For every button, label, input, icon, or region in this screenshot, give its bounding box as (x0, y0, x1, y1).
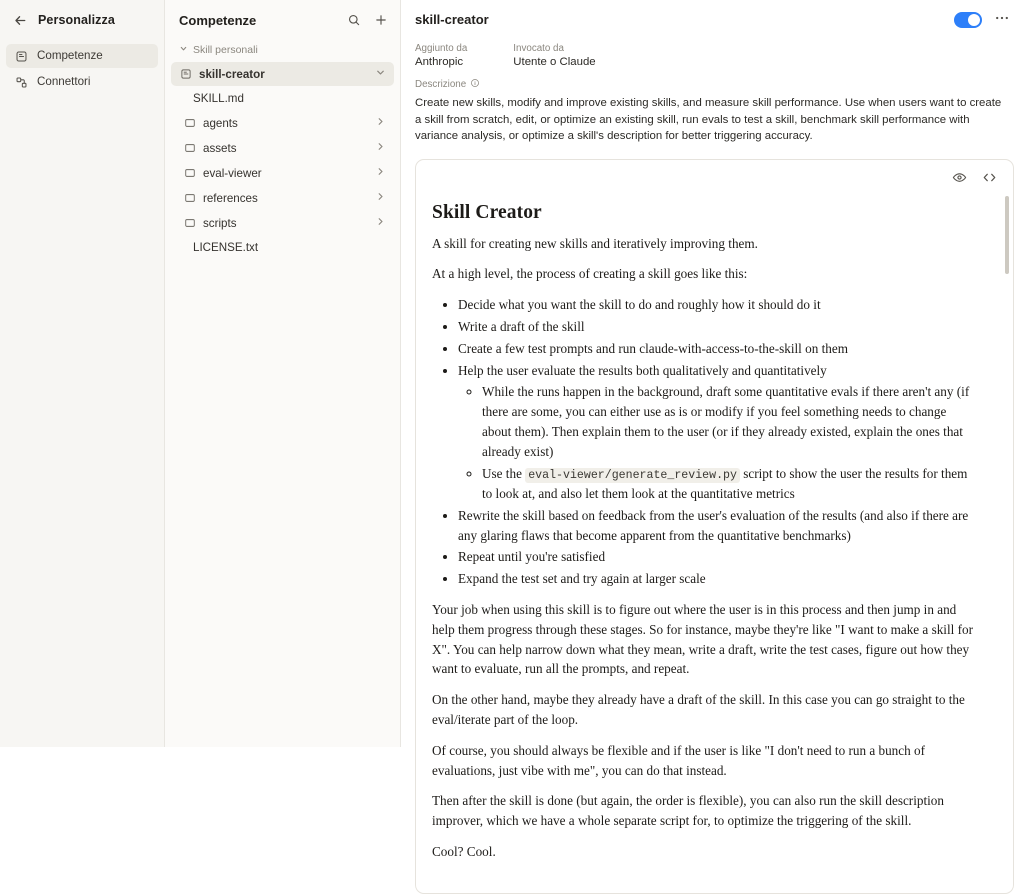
tree-item-label: LICENSE.txt (193, 241, 259, 254)
folder-icon (183, 217, 196, 230)
document-paragraph: On the other hand, maybe they already have a draft of the skill. In this case you can go straight to the eval/iterate part of the loop. (432, 692, 965, 727)
tree-item-references[interactable] (171, 186, 394, 210)
list-item (482, 464, 973, 504)
file-panel-header (165, 0, 400, 40)
arrow-left-icon[interactable] (12, 12, 28, 28)
document-paragraph: Of course, you should always be flexible and if the user is like "I don't need to run a bunch of evaluations, just vibe with me", you can do that instead. (432, 742, 926, 778)
document-toolbar (951, 170, 997, 186)
page-title: skill-creator (415, 12, 489, 27)
document-heading: Skill Creator (432, 201, 542, 223)
main-header (401, 0, 1024, 39)
tree-item-label: references (203, 191, 258, 205)
document-paragraph: Your job when using this skill is to figure out where the user is in this process and then jump in and help them progress through these stages. So for instance, maybe they're like "I want to make a skill for X". You can help narrow down what they mean, write a draft, write the test cases, figure out how they want to evaluate, run all the prompts, and repeat. (432, 601, 973, 677)
list-item: • Expand the test set and try again at larger scale (458, 569, 973, 589)
added-by-label: Aggiunto da (415, 43, 468, 54)
chevron-right-icon[interactable] (375, 141, 386, 155)
skills-icon (14, 49, 28, 63)
plus-icon[interactable] (373, 13, 388, 28)
added-by-block (415, 43, 467, 68)
chevron-right-icon[interactable] (375, 116, 386, 130)
info-icon[interactable] (470, 78, 480, 91)
description-text: Create new skills, modify and improve existing skills, and measure skill performance. Use when users want to create a skill from scratch, edit, or optimize an existing skill, run evals to test a skill, benchmark skill performance with variance analysis, or optimize a skill's description for better triggering accuracy. (415, 97, 1002, 143)
file-tree (165, 60, 400, 265)
list-item: • Write a draft of the skill (458, 317, 973, 337)
list-item-text-post: script to show the user the results for them to look at, and also let them look at the quantitative metrics (482, 465, 968, 501)
chevron-down-icon (179, 44, 188, 56)
invoked-by-label: Invocato da (513, 43, 564, 54)
toggle-knob (968, 14, 980, 26)
section-label-skill-personali[interactable] (165, 40, 400, 60)
tree-item-label: skill-creator (199, 67, 265, 81)
sidebar-item-label: Connettori (37, 75, 91, 89)
search-icon[interactable] (346, 13, 361, 28)
document-paragraph: A skill for creating new skills and iteratively improving them. (432, 235, 758, 251)
document-paragraph: Cool? Cool. (432, 843, 496, 859)
invoked-by-block (513, 43, 595, 68)
document-scrollbar[interactable] (1005, 196, 1009, 274)
list-item: ◦ While the runs happen in the background, draft some quantitative evals if there aren't any (if there are some, you can either use as is or modify if you feel something needs to change about them). Then explain them to the user (or if they already existed, explain the ones that already exist) (482, 382, 973, 461)
list-item-text: Help the user evaluate the results both qualitatively and quantitatively (458, 362, 827, 378)
chevron-right-icon[interactable] (375, 191, 386, 205)
document-paragraph: Then after the skill is done (but again, the order is flexible), you can also run the skill description improver, which we have a whole separate script for, to optimize the triggering of the skill. (432, 793, 944, 829)
list-item: • Create a few test prompts and run claude-with-access-to-the-skill on them (458, 339, 973, 359)
tree-item-skill-md[interactable] (171, 87, 394, 110)
invoked-by-value: Utente o Claude (513, 56, 596, 68)
left-navigation (0, 0, 165, 747)
left-nav-header (0, 0, 164, 40)
more-horizontal-icon[interactable] (994, 10, 1010, 29)
document-card (415, 159, 1014, 894)
tree-item-label: eval-viewer (203, 166, 262, 180)
sidebar-item-competenze[interactable] (6, 44, 158, 68)
description-label-row (415, 78, 1010, 91)
list-item (458, 361, 973, 504)
document-bullet-list (432, 295, 973, 589)
file-panel-actions (346, 13, 388, 28)
main-panel (401, 0, 1024, 859)
tree-item-label: scripts (203, 216, 237, 230)
skill-metadata (401, 39, 1024, 145)
folder-icon (183, 192, 196, 205)
tree-item-agents[interactable] (171, 111, 394, 135)
file-panel-title: Competenze (179, 12, 257, 28)
description-label: Descrizione (415, 79, 467, 90)
description-block (415, 78, 1010, 145)
added-by-value: Anthropic (415, 56, 464, 68)
section-label-text: Skill personali (193, 44, 258, 56)
left-nav-title: Personalizza (38, 13, 115, 27)
chevron-right-icon[interactable] (375, 216, 386, 230)
tree-item-label: assets (203, 141, 237, 155)
metadata-row (415, 43, 1010, 68)
chevron-right-icon[interactable] (375, 166, 386, 180)
left-nav-items (0, 40, 164, 98)
tree-item-scripts[interactable] (171, 211, 394, 235)
tree-item-assets[interactable] (171, 136, 394, 160)
skill-icon (179, 68, 192, 81)
tree-item-skill-creator[interactable] (171, 62, 394, 86)
folder-icon (183, 117, 196, 130)
file-panel (165, 0, 401, 747)
document-body (416, 160, 1013, 893)
sidebar-item-label: Competenze (37, 49, 103, 63)
tree-item-license-txt[interactable] (171, 236, 394, 259)
inline-code: eval-viewer/generate_review.py (525, 468, 740, 483)
main-header-actions (954, 10, 1010, 29)
chevron-down-icon[interactable] (375, 67, 386, 81)
sidebar-item-connettori[interactable] (6, 70, 158, 94)
document-sub-bullet-list (458, 382, 973, 503)
document-paragraph: At a high level, the process of creating a skill goes like this: (432, 266, 748, 282)
eye-icon[interactable] (951, 170, 967, 186)
enable-skill-toggle[interactable] (954, 12, 982, 28)
list-item: • Rewrite the skill based on feedback from the user's evaluation of the results (and also if there are any glaring flaws that become apparent from the quantitative benchmarks) (458, 506, 973, 546)
list-item: • Repeat until you're satisfied (458, 547, 973, 567)
list-item: • Decide what you want the skill to do and roughly how it should do it (458, 295, 973, 315)
folder-icon (183, 142, 196, 155)
tree-item-eval-viewer[interactable] (171, 161, 394, 185)
tree-item-label: SKILL.md (193, 92, 244, 105)
code-icon[interactable] (981, 170, 997, 186)
tree-item-label: agents (203, 116, 238, 130)
folder-icon (183, 167, 196, 180)
connectors-icon (14, 75, 28, 89)
list-item-text-pre: Use the (482, 465, 526, 481)
